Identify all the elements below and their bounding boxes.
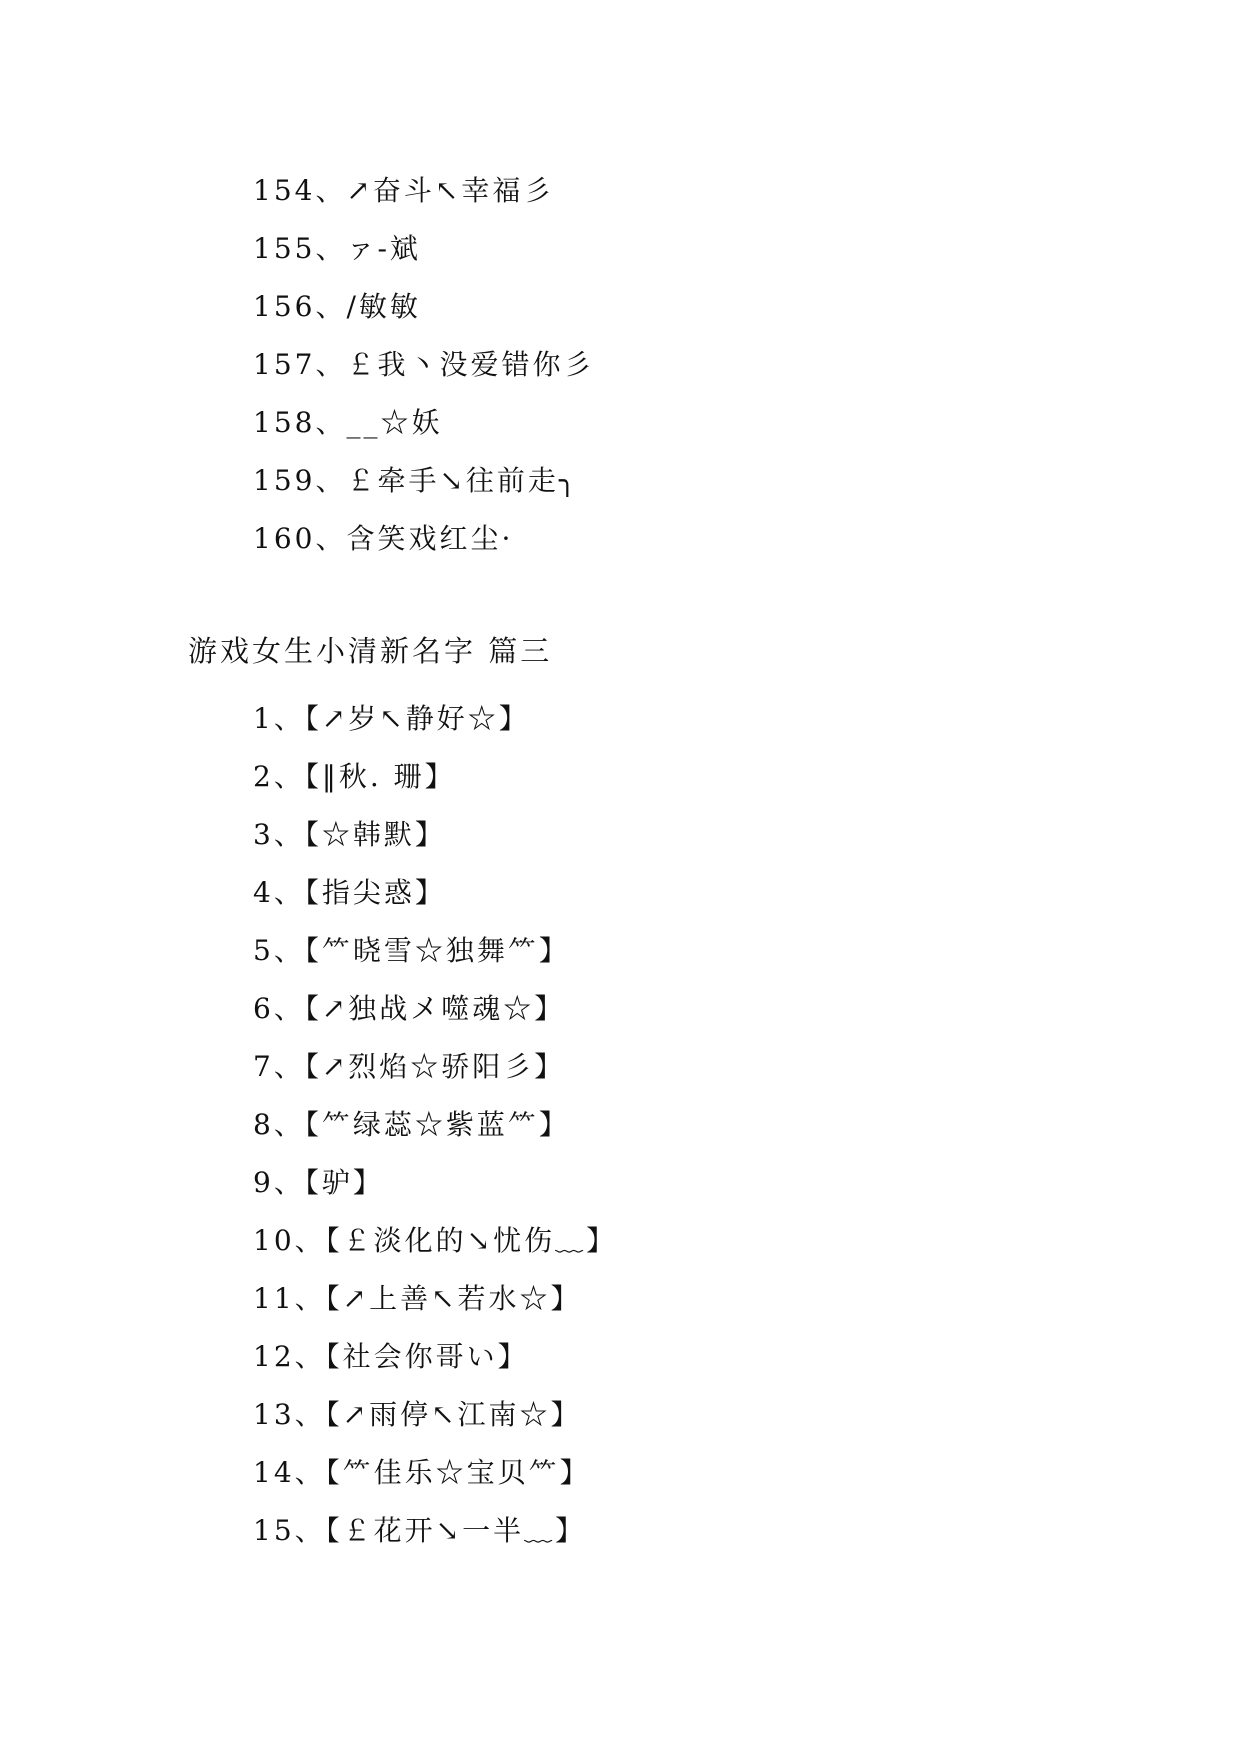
list-item: 154、↗奋斗↖幸福彡 [253,174,555,207]
name-list-continued [253,162,594,568]
list-item: 156、/敏敏 [253,290,421,323]
list-item: 7、【↗烈焰☆骄阳彡】 [253,1050,566,1083]
list-item: 8、【⺮绿蕊☆紫蓝⺮】 [253,1108,570,1141]
list-item: 5、【⺮晓雪☆独舞⺮】 [253,934,570,967]
list-item: 4、【指尖惑】 [253,876,446,909]
list-item: 158、__☆妖 [253,406,443,439]
name-list-section-three [253,690,617,1560]
list-item: 11、【↗上善↖若水☆】 [253,1282,582,1315]
list-item: 157、￡我丶没爱错你彡 [253,348,595,381]
list-item: 6、【↗独战メ噬魂☆】 [253,992,566,1025]
list-item: 155、ァ-斌 [253,232,421,265]
list-item: 12、【社会你哥い】 [253,1340,529,1373]
list-item: 9、【驴】 [253,1166,384,1199]
list-item: 1、【↗岁↖静好☆】 [253,702,530,735]
list-item: 160、含笑戏红尘· [253,522,514,555]
list-item: 10、【￡淡化的↘忧伤﹏】 [253,1224,618,1257]
list-item: 14、【⺮佳乐☆宝贝⺮】 [253,1456,591,1489]
list-item: 2、【‖秋. 珊】 [253,760,456,793]
list-item: 15、【￡花开↘一半﹏】 [253,1514,587,1547]
list-item: 13、【↗雨停↖江南☆】 [253,1398,582,1431]
section-heading: 游戏女生小清新名字 篇三 [188,634,553,668]
list-item: 3、【☆韩默】 [253,818,446,851]
list-item: 159、￡牵手↘往前走╮ [253,464,579,497]
